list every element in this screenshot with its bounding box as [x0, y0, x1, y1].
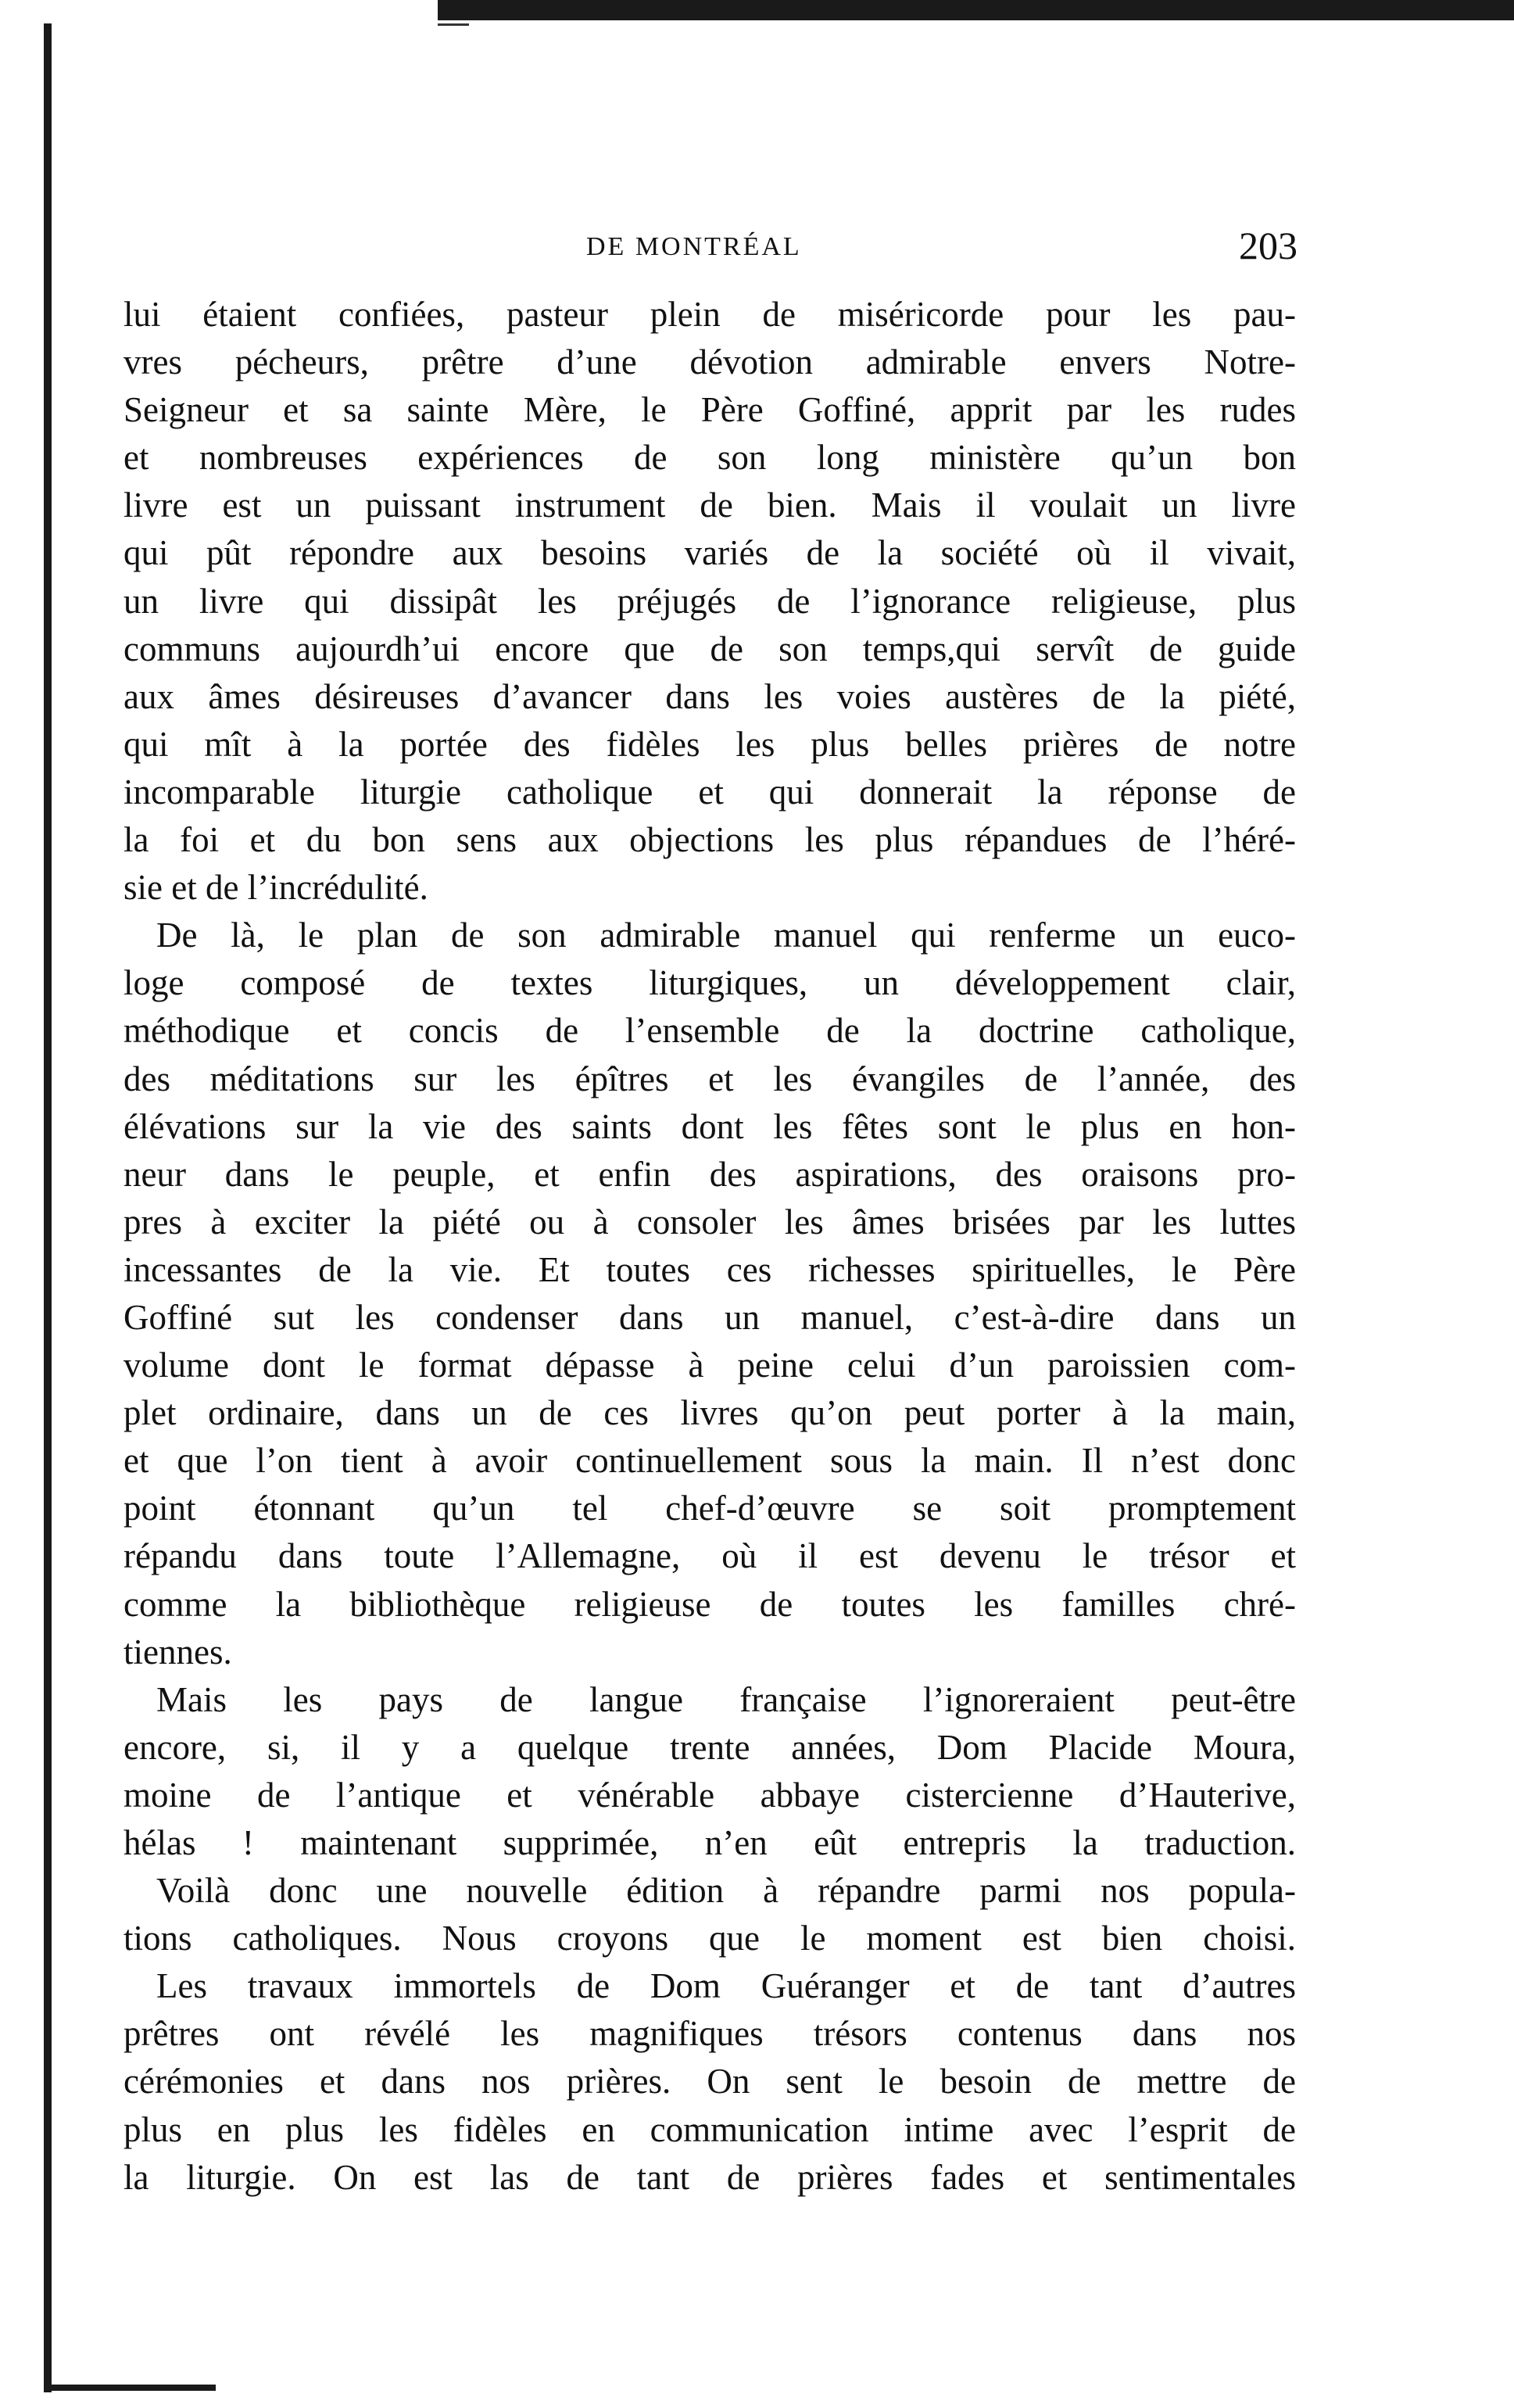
body-text [123, 291, 1296, 2202]
text-line: méthodique et concis de l’ensemble de la doctrine catholique, [123, 1011, 1296, 1051]
text-line: De là, le plan de son admirable manuel qui renferme un euco- [156, 916, 1296, 955]
text-line: prêtres ont révélé les magnifiques trésors contenus dans nos [123, 2014, 1296, 2054]
scan-border-left [44, 23, 52, 2392]
text-line: un livre qui dissipât les préjugés de l’ignorance religieuse, plus [123, 581, 1296, 621]
text-line: moine de l’antique et vénérable abbaye cistercienne d’Hauterive, [123, 1775, 1296, 1815]
scan-border-bottom [44, 2385, 216, 2391]
text-line: loge composé de textes liturgiques, un développement clair, [123, 963, 1296, 1003]
text-line: cérémonies et dans nos prières. On sent le besoin de mettre de [123, 2062, 1296, 2102]
text-line: encore, si, il y a quelque trente années, Dom Placide Moura, [123, 1727, 1296, 1767]
text-line: la liturgie. On est las de tant de prières fades et sentimentales [123, 2157, 1296, 2197]
text-line: la foi et du bon sens aux objections les plus répandues de l’héré- [123, 820, 1296, 860]
text-line: communs aujourdh’ui encore que de son temps,qui servît de guide [123, 629, 1296, 668]
text-line: des méditations sur les épîtres et les évangiles de l’année, des [123, 1059, 1296, 1098]
text-line: Goffiné sut les condenser dans un manuel, c’est-à-dire dans un [123, 1297, 1296, 1337]
text-line: Voilà donc une nouvelle édition à répandre parmi nos popula- [156, 1871, 1296, 1911]
text-line: point étonnant qu’un tel chef-d’œuvre se soit promptement [123, 1489, 1296, 1528]
text-line: et nombreuses expériences de son long ministère qu’un bon [123, 438, 1296, 478]
running-head: DE MONTRÉAL [586, 232, 802, 261]
scan-border-top [438, 0, 1514, 20]
text-line: livre est un puissant instrument de bien. Mais il voulait un livre [123, 486, 1296, 525]
text-line: tiennes. [123, 1632, 232, 1672]
page-number: 203 [1239, 224, 1297, 267]
text-line: tions catholiques. Nous croyons que le moment est bien choisi. [123, 1919, 1296, 1958]
text-line: plet ordinaire, dans un de ces livres qu’on peut porter à la main, [123, 1393, 1296, 1433]
text-line: sie et de l’incrédulité. [123, 868, 428, 908]
text-line: répandu dans toute l’Allemagne, où il est devenu le trésor et [123, 1536, 1296, 1576]
scan-mark-top [438, 23, 469, 26]
text-line: hélas ! maintenant supprimée, n’en eût entrepris la traduction. [123, 1823, 1296, 1862]
text-line: incessantes de la vie. Et toutes ces richesses spirituelles, le Père [123, 1249, 1296, 1289]
text-line: élévations sur la vie des saints dont les fêtes sont le plus en hon- [123, 1106, 1296, 1146]
text-line: aux âmes désireuses d’avancer dans les voies austères de la piété, [123, 676, 1296, 716]
text-line: lui étaient confiées, pasteur plein de miséricorde pour les pau- [123, 295, 1296, 334]
text-line: plus en plus les fidèles en communication intime avec l’esprit de [123, 2109, 1296, 2149]
page-header [125, 223, 1297, 270]
text-line: qui pût répondre aux besoins variés de la société où il vivait, [123, 533, 1296, 573]
text-line: Seigneur et sa sainte Mère, le Père Goffiné, apprit par les rudes [123, 390, 1296, 430]
text-line: et que l’on tient à avoir continuellement sous la main. Il n’est donc [123, 1441, 1296, 1481]
text-line: volume dont le format dépasse à peine celui d’un paroissien com- [123, 1346, 1296, 1385]
text-line: vres pécheurs, prêtre d’une dévotion admirable envers Notre- [123, 342, 1296, 382]
text-line: comme la bibliothèque religieuse de toutes les familles chré- [123, 1584, 1296, 1624]
text-line: pres à exciter la piété ou à consoler les âmes brisées par les luttes [123, 1202, 1296, 1242]
text-line: qui mît à la portée des fidèles les plus belles prières de notre [123, 724, 1296, 764]
text-line: Mais les pays de langue française l’ignoreraient peut-être [156, 1679, 1296, 1719]
text-line: Les travaux immortels de Dom Guéranger et de tant d’autres [156, 1966, 1296, 2006]
text-line: neur dans le peuple, et enfin des aspirations, des oraisons pro- [123, 1154, 1296, 1194]
text-line: incomparable liturgie catholique et qui donnerait la réponse de [123, 772, 1296, 812]
